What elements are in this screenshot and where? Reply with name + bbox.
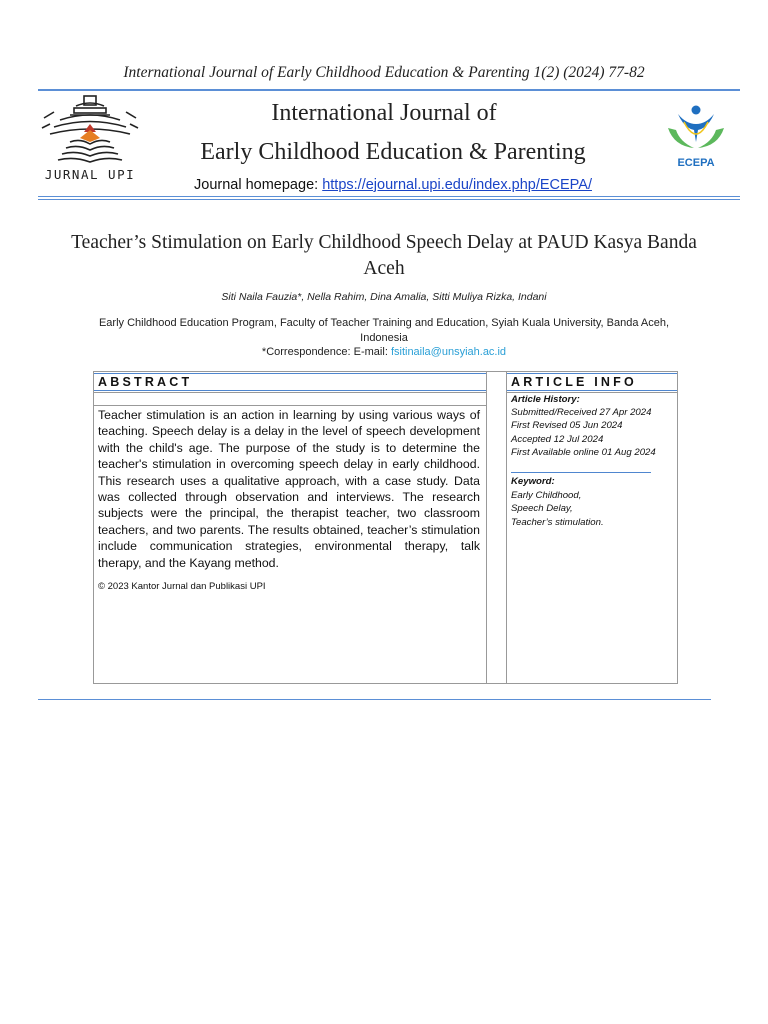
running-head: International Journal of Early Childhood Education & Parenting 1(2) (2024) 77-82 — [123, 64, 645, 81]
history-accepted: Accepted 12 Jul 2024 — [511, 433, 604, 445]
journal-title-line2: Early Childhood Education & Parenting — [200, 139, 586, 165]
abstract-head-rule-bottom — [94, 390, 486, 391]
article-history — [511, 406, 675, 459]
info-head-rule-bottom — [507, 390, 677, 391]
correspondence-label: *Correspondence: E-mail: — [261, 346, 388, 358]
header-rule-top — [38, 89, 740, 91]
abstract-heading: ABSTRACT — [98, 375, 193, 389]
header-rule-bottom-thin — [38, 199, 740, 200]
article-history-label: Article History: — [511, 394, 580, 405]
keyword-item: Early Childhood, — [511, 490, 582, 501]
abstract-text: Teacher stimulation is an action in learning by using various ways of teaching. Speech delay is a delay in the level of speech development with the child's age. The purpose of the study is to determine the teacher's stimulation in overcoming speech delay in early childhood. This research uses a qualitative approach, with a case study. Data was collected through observation and interviews. The research subjects were the principal, the therapist teacher, two classroom teachers, and two parents. The results obtained, teacher’s stimulation include communication strategies, environmental therapy, talk therapy, and the Kayang method. — [98, 408, 480, 570]
affiliation: Early Childhood Education Program, Faculty of Teacher Training and Education, Syiah Kuala University, Banda Aceh, Indonesia — [98, 317, 670, 344]
copyright: © 2023 Kantor Jurnal dan Publikasi UPI — [98, 581, 266, 592]
journal-homepage — [0, 177, 768, 193]
correspondence — [0, 346, 768, 358]
correspondence-email[interactable]: fsitinaila@unsyiah.ac.id — [390, 346, 507, 358]
journal-title-line1: International Journal of — [271, 100, 497, 126]
paper-title: Teacher’s Stimulation on Early Childhood Speech Delay at PAUD Kasya Banda Aceh — [71, 232, 697, 279]
abstract-head-rule-top — [94, 373, 486, 374]
ecepa-logo-icon — [664, 104, 728, 172]
footer-rule — [38, 699, 711, 700]
info-head-rule-top — [507, 373, 677, 374]
abstract-subhead-rule — [94, 405, 486, 406]
article-info-heading: ARTICLE INFO — [511, 375, 637, 389]
jurnal-upi-logo-text: JURNAL UPI — [44, 167, 136, 182]
history-revised: First Revised 05 Jun 2024 — [511, 420, 623, 432]
article-info-separator — [511, 472, 651, 473]
history-submitted: Submitted/Received 27 Apr 2024 — [511, 407, 652, 418]
keyword-list — [511, 489, 675, 529]
ecepa-logo-text: ECEPA — [677, 157, 715, 169]
abstract-head-rule-thin — [94, 392, 486, 393]
keyword-label: Keyword: — [511, 476, 555, 487]
keyword-item: Teacher’s stimulation. — [511, 516, 604, 528]
header-rule-bottom — [38, 196, 740, 197]
homepage-label: Journal homepage: — [194, 177, 319, 193]
keyword-item: Speech Delay, — [511, 503, 573, 515]
history-online: First Available online 01 Aug 2024 — [511, 446, 656, 458]
authors: Siti Naila Fauzia*, Nella Rahim, Dina Amalia, Sitti Muliya Rizka, Indani — [221, 291, 547, 303]
column-divider-left — [486, 371, 487, 684]
homepage-link[interactable]: https://ejournal.upi.edu/index.php/ECEPA/ — [322, 177, 592, 193]
column-divider-right — [506, 371, 507, 684]
